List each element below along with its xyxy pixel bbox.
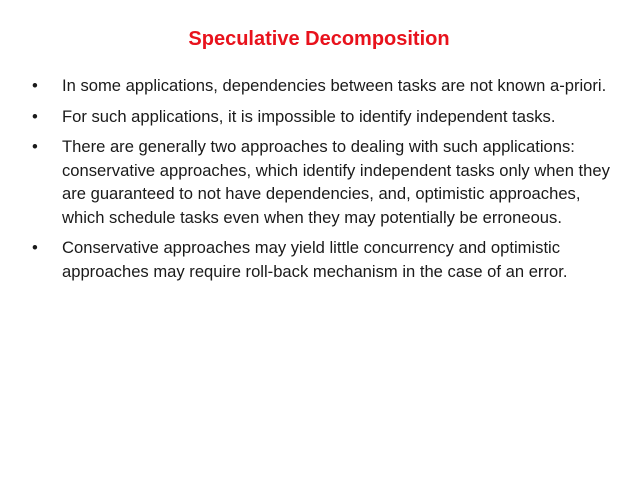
bullet-item-3: [30, 135, 610, 229]
bullet-marker: •: [32, 238, 38, 257]
bullet-text: For such applications, it is impossible to identify independent tasks.: [62, 106, 556, 126]
slide-title: Speculative Decomposition: [188, 28, 450, 50]
bullet-text: There are generally two approaches to dealing with such applications: conservative approaches, which identify independent tasks only when they are guaranteed to not have dependencies, and, optimistic approaches, which schedule tasks even when they may potentially be erroneous.: [62, 137, 610, 227]
bullet-item-4: [30, 236, 610, 283]
bullet-marker: •: [32, 106, 38, 126]
bullet-item-2: [30, 105, 610, 129]
bullet-marker: •: [32, 137, 38, 156]
bullet-marker: •: [32, 76, 38, 95]
bullet-text: In some applications, dependencies between tasks are not known a-priori.: [62, 76, 607, 95]
bullet-item-1: [30, 74, 610, 98]
bullet-text: Conservative approaches may yield little concurrency and optimistic approaches may require roll-back mechanism in the case of an error.: [62, 238, 568, 281]
bullet-list: [30, 74, 610, 290]
